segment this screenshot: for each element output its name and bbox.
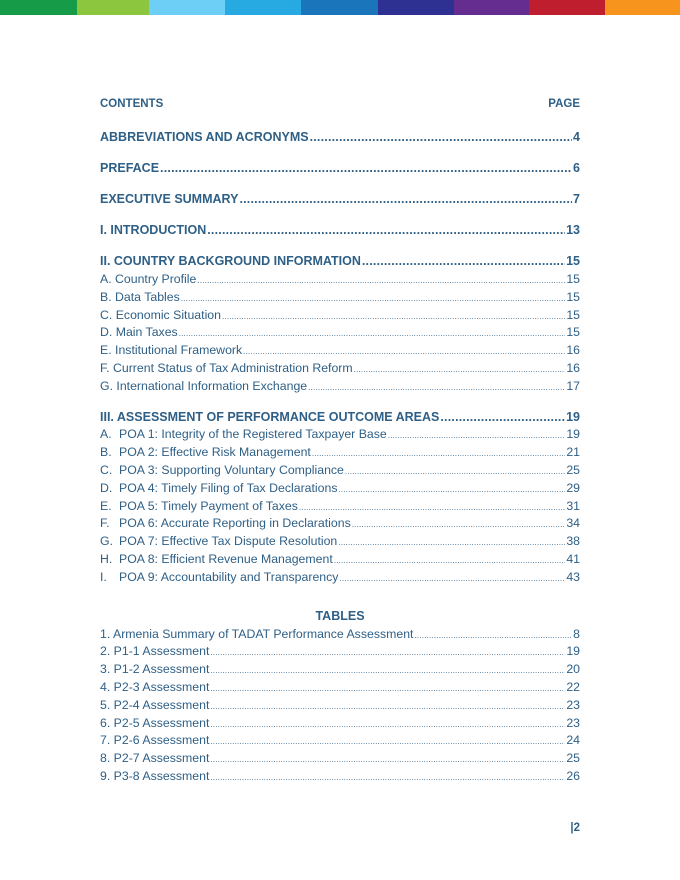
toc-entry-letter: D. bbox=[100, 480, 113, 495]
table-list-item[interactable] bbox=[100, 697, 580, 715]
toc-entry-label: 5. P2-4 Assessment bbox=[100, 697, 210, 712]
toc-subentry[interactable] bbox=[100, 480, 580, 498]
leader-dots bbox=[210, 662, 565, 680]
toc-header bbox=[100, 98, 580, 116]
leader-dots bbox=[222, 308, 565, 326]
toc-entry-page: 19 bbox=[566, 644, 580, 659]
toc-entry-label: B. Data Tables bbox=[100, 289, 180, 304]
toc-subentry[interactable] bbox=[100, 515, 580, 533]
toc-entry-page: 26 bbox=[566, 769, 580, 784]
toc-entry-label: 1. Armenia Summary of TADAT Performance Assessment bbox=[100, 626, 414, 641]
toc-entry-page: 4 bbox=[573, 130, 580, 145]
toc-subentry[interactable] bbox=[100, 324, 580, 342]
stripe-blue bbox=[301, 0, 378, 15]
leader-dots bbox=[210, 751, 565, 769]
toc-entry-page: 15 bbox=[566, 325, 580, 340]
toc-entry-country-background[interactable] bbox=[100, 253, 580, 271]
toc-entry-label: 7. P2-6 Assessment bbox=[100, 733, 210, 748]
leader-dots bbox=[352, 516, 566, 534]
toc-entry-label: EXECUTIVE SUMMARY bbox=[100, 192, 239, 207]
leader-dots bbox=[179, 325, 566, 343]
toc-entry-label: III. ASSESSMENT OF PERFORMANCE OUTCOME AREAS bbox=[100, 409, 440, 424]
toc-entry-letter: F. bbox=[100, 516, 110, 531]
toc-entry-label: G. International Information Exchange bbox=[100, 378, 308, 393]
toc-entry-page: 23 bbox=[566, 697, 580, 712]
leader-dots bbox=[210, 698, 565, 716]
toc-entry-label: ABBREVIATIONS AND ACRONYMS bbox=[100, 130, 309, 145]
toc-subentry[interactable] bbox=[100, 462, 580, 480]
toc-subentry[interactable] bbox=[100, 289, 580, 307]
toc-entry-page: 25 bbox=[566, 463, 580, 478]
toc-entry-page: 29 bbox=[566, 480, 580, 495]
table-list-item[interactable] bbox=[100, 750, 580, 768]
toc-entry-label: POA 4: Timely Filing of Tax Declarations bbox=[119, 480, 338, 495]
toc-entry-label: 4. P2-3 Assessment bbox=[100, 680, 210, 695]
toc-subentry[interactable] bbox=[100, 533, 580, 551]
toc-entry-page: 19 bbox=[566, 427, 580, 442]
toc-entry-label: PREFACE bbox=[100, 161, 160, 176]
toc-entry-page: 22 bbox=[566, 680, 580, 695]
toc-entry-page: 43 bbox=[566, 569, 580, 584]
toc-entry-label: I. INTRODUCTION bbox=[100, 223, 207, 238]
toc-entry-label: POA 3: Supporting Voluntary Compliance bbox=[119, 463, 344, 478]
leader-dots bbox=[210, 769, 565, 787]
leader-dots bbox=[160, 160, 572, 178]
leader-dots bbox=[210, 680, 565, 698]
leader-dots bbox=[312, 445, 565, 463]
leader-dots bbox=[339, 570, 565, 588]
table-list-item[interactable] bbox=[100, 715, 580, 733]
toc-subentry[interactable] bbox=[100, 444, 580, 462]
leader-dots bbox=[299, 499, 565, 517]
toc-entry-page: 20 bbox=[566, 662, 580, 677]
toc-entry-label: A. Country Profile bbox=[100, 271, 197, 286]
leader-dots bbox=[388, 427, 566, 445]
toc-entry-letter: C. bbox=[100, 463, 113, 478]
leader-dots bbox=[310, 129, 572, 147]
toc-entry-abbreviations[interactable] bbox=[100, 129, 580, 147]
toc-entry-letter: G. bbox=[100, 534, 113, 549]
leader-dots bbox=[362, 253, 565, 271]
leader-dots bbox=[243, 343, 565, 361]
toc-entry-label: F. Current Status of Tax Administration Reform bbox=[100, 360, 353, 375]
toc-entry-letter: I. bbox=[100, 569, 107, 584]
toc-subentry[interactable] bbox=[100, 569, 580, 587]
toc-subentry[interactable] bbox=[100, 378, 580, 396]
stripe-purple bbox=[454, 0, 529, 15]
leader-dots bbox=[308, 379, 565, 397]
toc-entry-page: 15 bbox=[566, 254, 580, 269]
toc-entry-page: 24 bbox=[566, 733, 580, 748]
stripe-orange bbox=[605, 0, 680, 15]
toc-entry-page: 15 bbox=[566, 271, 580, 286]
toc-entry-label: 6. P2-5 Assessment bbox=[100, 715, 210, 730]
toc-entry-page: 16 bbox=[566, 343, 580, 358]
toc-entry-label: 3. P1-2 Assessment bbox=[100, 662, 210, 677]
page-heading: PAGE bbox=[548, 98, 580, 110]
leader-dots bbox=[197, 272, 565, 290]
leader-dots bbox=[207, 222, 565, 240]
toc-entry-page: 19 bbox=[566, 409, 580, 424]
toc-entry-label: II. COUNTRY BACKGROUND INFORMATION bbox=[100, 254, 361, 269]
toc-entry-label: POA 6: Accurate Reporting in Declarations bbox=[119, 516, 351, 531]
toc-entry-label: POA 1: Integrity of the Registered Taxpayer Base bbox=[119, 427, 387, 442]
toc-entry-label: POA 7: Effective Tax Dispute Resolution bbox=[119, 534, 338, 549]
leader-dots bbox=[210, 733, 565, 751]
toc-subentry[interactable] bbox=[100, 307, 580, 325]
toc-entry-page: 38 bbox=[566, 534, 580, 549]
toc-entry-page: 23 bbox=[566, 715, 580, 730]
table-list-item[interactable] bbox=[100, 661, 580, 679]
stripe-indigo bbox=[378, 0, 454, 15]
stripe-cyan bbox=[225, 0, 301, 15]
stripe-sky bbox=[149, 0, 225, 15]
toc-entry-page: 7 bbox=[573, 192, 580, 207]
toc-entry-letter: E. bbox=[100, 498, 112, 513]
toc-subentry[interactable] bbox=[100, 271, 580, 289]
toc-entry-label: POA 9: Accountability and Transparency bbox=[119, 569, 339, 584]
leader-dots bbox=[239, 191, 572, 209]
toc-entry-preface[interactable] bbox=[100, 160, 580, 178]
toc-entry-label: 8. P2-7 Assessment bbox=[100, 751, 210, 766]
toc-entry-page: 15 bbox=[566, 289, 580, 304]
toc-entry-page: 34 bbox=[566, 516, 580, 531]
toc-entry-letter: B. bbox=[100, 445, 112, 460]
toc-entry-label: 2. P1-1 Assessment bbox=[100, 644, 210, 659]
toc-entry-label: E. Institutional Framework bbox=[100, 343, 243, 358]
toc-entry-executive-summary[interactable] bbox=[100, 191, 580, 209]
toc-entry-page: 15 bbox=[566, 307, 580, 322]
table-list-item[interactable] bbox=[100, 643, 580, 661]
toc-entry-page: 6 bbox=[573, 161, 580, 176]
toc-entry-page: 17 bbox=[566, 378, 580, 393]
stripe-lime bbox=[77, 0, 149, 15]
toc-entry-page: 41 bbox=[566, 552, 580, 567]
table-list-item[interactable] bbox=[100, 679, 580, 697]
leader-dots bbox=[210, 644, 565, 662]
toc-entry-letter: H. bbox=[100, 552, 113, 567]
toc-entry-page: 21 bbox=[566, 445, 580, 460]
toc-entry-label: C. Economic Situation bbox=[100, 307, 221, 322]
toc-entry-page: 13 bbox=[566, 223, 580, 238]
toc-entry-page: 25 bbox=[566, 751, 580, 766]
leader-dots bbox=[181, 290, 566, 308]
toc-entry-page: 16 bbox=[566, 360, 580, 375]
leader-dots bbox=[338, 481, 565, 499]
toc-entry-assessment[interactable] bbox=[100, 409, 580, 427]
leader-dots bbox=[414, 627, 572, 645]
toc-subentry[interactable] bbox=[100, 360, 580, 378]
page-number: |2 bbox=[570, 822, 580, 834]
contents-heading: CONTENTS bbox=[100, 98, 164, 110]
toc-entry-label: POA 2: Effective Risk Management bbox=[119, 445, 311, 460]
leader-dots bbox=[338, 534, 565, 552]
toc-entry-label: 9. P3-8 Assessment bbox=[100, 769, 210, 784]
leader-dots bbox=[334, 552, 566, 570]
toc-entry-introduction[interactable] bbox=[100, 222, 580, 240]
toc-entry-label: POA 8: Efficient Revenue Management bbox=[119, 552, 333, 567]
toc-entry-page: 8 bbox=[573, 626, 580, 641]
leader-dots bbox=[345, 463, 565, 481]
toc-entry-label: D. Main Taxes bbox=[100, 325, 178, 340]
leader-dots bbox=[210, 716, 565, 734]
stripe-red bbox=[529, 0, 605, 15]
table-list-item[interactable] bbox=[100, 626, 580, 644]
toc-entry-letter: A. bbox=[100, 427, 112, 442]
table-list-item[interactable] bbox=[100, 732, 580, 750]
toc-subentry[interactable] bbox=[100, 342, 580, 360]
table-list-item[interactable] bbox=[100, 768, 580, 786]
leader-dots bbox=[354, 361, 566, 379]
toc-subentry[interactable] bbox=[100, 551, 580, 569]
leader-dots bbox=[440, 409, 565, 427]
stripe-green bbox=[0, 0, 77, 15]
tables-heading: TABLES bbox=[315, 608, 365, 623]
color-stripe-bar bbox=[0, 0, 680, 15]
toc-subentry[interactable] bbox=[100, 426, 580, 444]
toc-entry-label: POA 5: Timely Payment of Taxes bbox=[119, 498, 298, 513]
table-of-contents bbox=[100, 98, 580, 786]
toc-entry-page: 31 bbox=[566, 498, 580, 513]
toc-subentry[interactable] bbox=[100, 498, 580, 516]
